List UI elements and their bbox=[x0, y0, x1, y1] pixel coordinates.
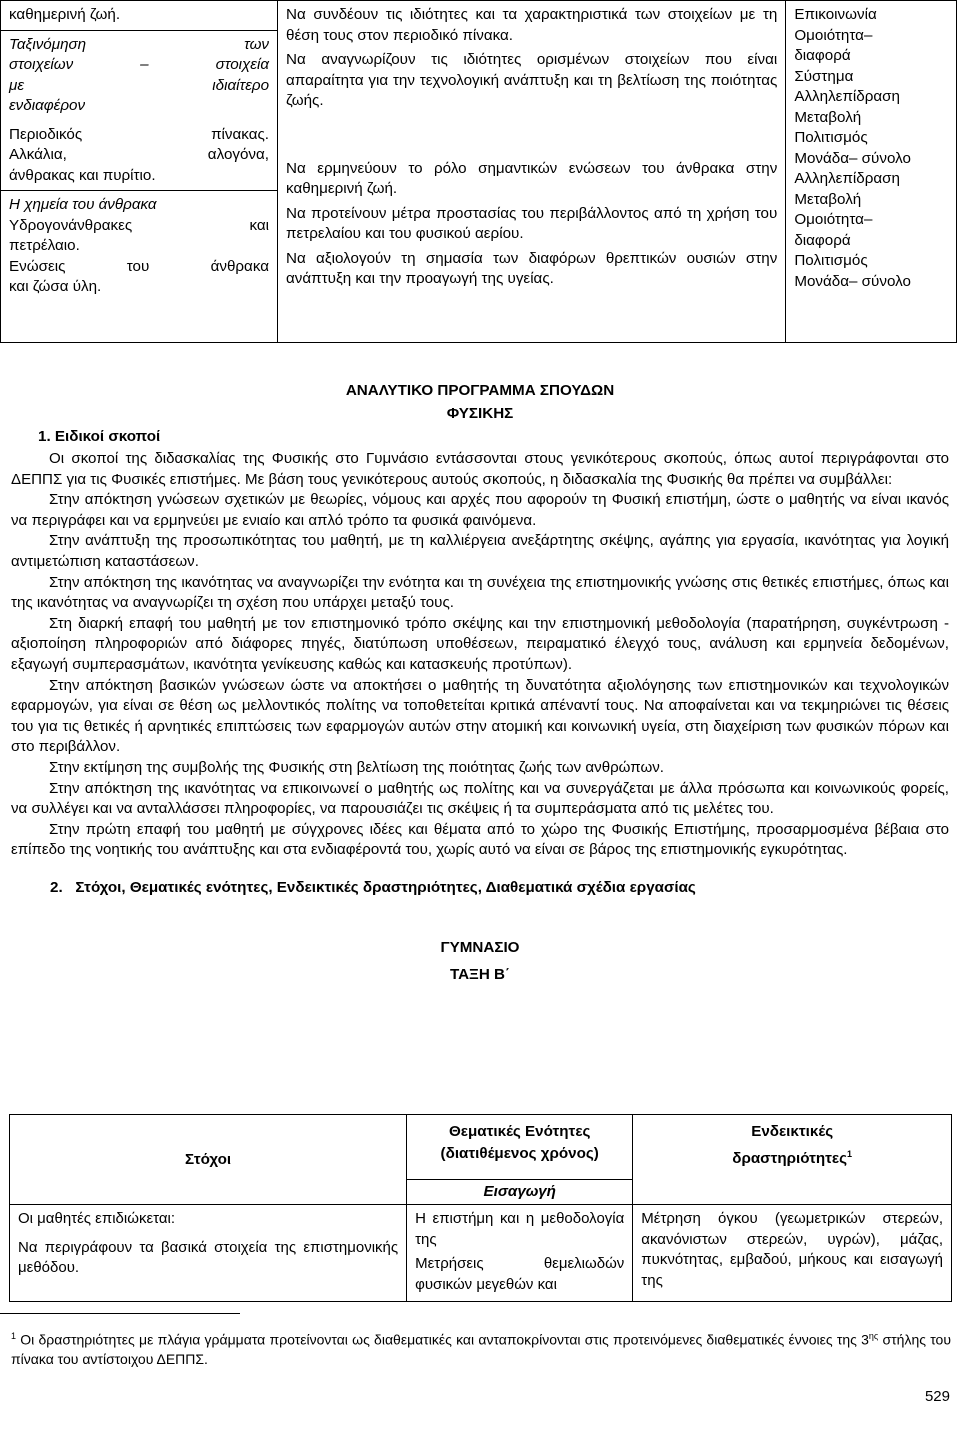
section-subtitle: ΦΥΣΙΚΗΣ bbox=[446, 405, 514, 422]
objective-item: Να ερμηνεύουν το ρόλο σημαντικών ενώσεων του άνθρακα στην καθημερινή ζωή. bbox=[286, 159, 778, 197]
paragraph: Στη διαρκή επαφή του μαθητή με τον επιστημονικό τρόπο σκέψης και την επιστημονική μεθοδολογία (παρατήρηση, συγκέντρωση - αξιοποίηση πληροφοριών από διάφορες πηγές, διατύπωση υποθέσεων, πειραματικό έλεγχό τους, ανάλυση και ερμηνεία δεδομένων, εξαγωγή συμπερασμάτων, ικανότητα γενίκευσης καθώς και κατασκευής προτύπων). bbox=[11, 614, 949, 673]
concepts-column bbox=[786, 1, 957, 343]
concept-item: διαφορά bbox=[794, 231, 851, 249]
footnote-ordinal: ης bbox=[868, 1331, 879, 1341]
header-activities-subtitle: δραστηριότητες$^1$ bbox=[732, 1149, 853, 1168]
footnote-text: Οι δραστηριότητες με πλάγια γράμματα προτείνονται ως διαθεματικές και ανταποκρίνονται στις προτεινόμενες διαθεματικές έννοιες της 3 bbox=[20, 1331, 869, 1348]
header-activities bbox=[633, 1115, 952, 1205]
header-goals: Στόχοι bbox=[10, 1115, 407, 1205]
unit-title-line: στοιχείων – στοιχεία bbox=[9, 56, 270, 73]
concept-item: Αλληλεπίδραση bbox=[794, 88, 900, 105]
paragraph: Στην ανάπτυξη της προσωπικότητας του μαθητή, με τη καλλιέργεια ανεξάρτητης σκέψης, αγάπης για εργασία, ικανότητας για λογική αντιμετώπιση καταστάσεων. bbox=[11, 532, 949, 570]
unit-title-line: Η χημεία του άνθρακα bbox=[9, 196, 157, 213]
header-units bbox=[407, 1115, 633, 1205]
footnote-text-end: στήλης του πίνακα του αντίστοιχου ΔΕΠΠΣ. bbox=[11, 1331, 951, 1367]
concept-item: Πολιτισμός bbox=[794, 252, 868, 269]
unit-line: Αλκάλια, αλογόνα, bbox=[9, 146, 270, 163]
concept-item: διαφορά bbox=[794, 47, 851, 64]
unit-title-line: ενδιαφέρον bbox=[9, 97, 86, 114]
objective-item: Να προτείνουν μέτρα προστασίας του περιβάλλοντος από τη χρήση του πετρελαίου και του φυσικού αερίου. bbox=[286, 204, 778, 242]
concept-item: Ομοιότητα– bbox=[794, 26, 873, 44]
footnote-ref: 1 bbox=[847, 1149, 853, 1159]
concept-item: Επικοινωνία bbox=[794, 6, 877, 23]
paragraph: Οι σκοποί της διδασκαλίας της Φυσικής στο Γυμνάσιο εντάσσονται στους γενικότερους σκοπούς, όπως αυτοί περιγράφονται στο ΔΕΠΠΣ για τις Φυσικές επιστήμες. Με βάση τους γενικότερους αυτούς σκοπούς, η διδασκαλία της Φυσικής θα πρέπει να συμβάλλει: bbox=[11, 450, 949, 488]
unit-group-carbon bbox=[1, 190, 277, 298]
concept-item: Μεταβολή bbox=[794, 190, 862, 208]
paragraph: Στην απόκτηση γνώσεων σχετικών με θεωρίες, νόμους και αρχές που αφορούν τη Φυσική επιστήμη, ώστε ο μαθητής να είναι ικανός να περιγράφει και να ερμηνεύει με ενιαίο και απλό τρόπο τα φυσικά φαινόμενα. bbox=[11, 491, 949, 529]
row-activities bbox=[633, 1205, 952, 1302]
concept-item: Σύστημα bbox=[794, 67, 854, 85]
grade-level: ΤΑΞΗ Β΄ bbox=[449, 965, 511, 983]
unit-line: Υδρογονάνθρακες και bbox=[9, 216, 270, 234]
unit-title-line: Ταξινόμηση των bbox=[9, 35, 270, 53]
header-units-time: (διατιθέμενος χρόνος) bbox=[440, 1145, 599, 1162]
heading-goals-units: 2. Στόχοι, Θεματικές ενότητες, Ενδεικτικές δραστηριότητες, Διαθεματικά σχέδια εργασίας bbox=[50, 878, 696, 896]
unit-item: Η επιστήμη και η μεθοδολογία της bbox=[415, 1210, 625, 1248]
units-column bbox=[1, 1, 278, 343]
unit-group-periodic bbox=[1, 30, 277, 187]
unit-item: Μετρήσεις θεμελιωδών φυσικών μεγεθών και bbox=[415, 1255, 625, 1293]
objectives-column bbox=[278, 1, 786, 343]
concept-item: Μεταβολή bbox=[794, 108, 862, 126]
concept-item: Αλληλεπίδραση bbox=[794, 170, 900, 187]
header-activities-title: Ενδεικτικές bbox=[751, 1123, 834, 1140]
header-units-title: Θεματικές Ενότητες bbox=[448, 1123, 591, 1140]
unit-line: πετρέλαιο. bbox=[9, 237, 80, 254]
paragraph: Στην πρώτη επαφή του μαθητή με σύγχρονες ιδέες και θέματα από το χώρο της Φυσικής Επιστήμης, προσαρμοσμένα βέβαια στο επίπεδο της νοητικής του ανάπτυξης και στα ενδιαφέροντά του, χωρίς αυτό να είναι σε βάρος της επιστημονικής εγκυρότητας. bbox=[11, 820, 949, 859]
paragraph: Στην απόκτηση της ικανότητας να επικοινωνεί ο μαθητής ως πολίτης και να συνεργάζεται με άλλα πρόσωπα και κοινωνικούς φορείς, να συλλέγει και να ανταλλάσσει πληροφορίες, να παρουσιάζει τις σκέψεις ή τα συμπεράσματα από τις μελέτες του. bbox=[11, 779, 949, 818]
row-goals bbox=[10, 1205, 407, 1302]
goals-intro: Οι μαθητές επιδιώκεται: bbox=[18, 1210, 176, 1227]
paragraph: Στην εκτίμηση της συμβολής της Φυσικής στη βελτίωση της ποιότητας ζωής των ανθρώπων. bbox=[49, 758, 664, 776]
section-title: ΑΝΑΛΥΤΙΚΟ ΠΡΟΓΡΑΜΜΑ ΣΠΟΥΔΩΝ bbox=[345, 382, 615, 399]
school-level: ΓΥΜΝΑΣΙΟ bbox=[440, 938, 520, 956]
unit-line: καθημερινή ζωή. bbox=[9, 6, 121, 23]
footnote-separator bbox=[0, 1313, 240, 1314]
goals-item: Να περιγράφουν τα βασικά στοιχεία της επιστημονικής μεθόδου. bbox=[18, 1238, 399, 1276]
heading-specific-aims: 1. Ειδικοί σκοποί bbox=[38, 428, 161, 445]
objective-item: Να αξιολογούν τη σημασία των διαφόρων θρεπτικών ουσιών στην ανάπτυξη και την προαγωγή της υγείας. bbox=[286, 249, 778, 287]
unit-title-line: με ιδιαίτερο bbox=[9, 76, 270, 94]
objective-item: Να συνδέουν τις ιδιότητες και τα χαρακτηριστικά των στοιχείων με τη θέση τους στον περιοδικό πίνακα. bbox=[286, 6, 778, 44]
concept-item: Μονάδα– σύνολο bbox=[794, 149, 911, 167]
unit-line: Ενώσεις του άνθρακα bbox=[9, 257, 270, 275]
concept-item: Ομοιότητα– bbox=[794, 211, 873, 228]
header-units-intro: Εισαγωγή bbox=[407, 1179, 632, 1204]
unit-line: Περιοδικός πίνακας. bbox=[9, 125, 270, 143]
footnote-marker: 1 bbox=[11, 1331, 17, 1341]
objective-item: Να αναγνωρίζουν τις ιδιότητες ορισμένων στοιχείων που είναι απαραίτητα για την τεχνολογική ανάπτυξη και τη βελτίωση της ποιότητας ζωής. bbox=[286, 51, 778, 109]
unit-line: άνθρακας και πυρίτιο. bbox=[9, 166, 156, 184]
concept-item: Μονάδα– σύνολο bbox=[794, 272, 911, 290]
footnote bbox=[11, 1327, 951, 1369]
row-units bbox=[407, 1205, 633, 1302]
page-number: 529 bbox=[924, 1388, 950, 1405]
curriculum-table-physics bbox=[9, 1114, 952, 1302]
paragraph: Στην απόκτηση της ικανότητας να αναγνωρίζει την ενότητα και τη συνέχεια της επιστημονικής γνώσης στις θετικές επιστήμες, όπως και της ικανότητας να αναγνωρίζει τη σχέση που υπάρχει μεταξύ τους. bbox=[11, 573, 949, 612]
curriculum-table-chemistry bbox=[0, 0, 957, 343]
concept-item: Πολιτισμός bbox=[794, 129, 868, 146]
physics-curriculum-section bbox=[11, 382, 949, 983]
activity-item: Μέτρηση όγκου (γεωμετρικών στερεών, ακανόνιστων στερεών, υγρών), μάζας, πυκνότητας, εμβαδού, μήκους και εισαγωγή της bbox=[641, 1210, 943, 1289]
unit-line: και ζώσα ύλη. bbox=[9, 278, 102, 295]
paragraph: Στην απόκτηση βασικών γνώσεων ώστε να αποκτήσει ο μαθητής τη δυνατότητα αξιολόγησης των επιστημονικών και τεχνολογικών εφαρμογών, για είναι σε θέση ως μελλοντικός πολίτης να τοποθετείται κριτικά απέναντί τους. Να αποφαίνεται και να τεκμηριώνει τις θέσεις του για τις θετικές ή αρνητικές επιπτώσεις των εφαρμογών αυτών στην ατομική και κοινωνική υγεία, στη διαχείριση των φυσικών πόρων και στο περιβάλλον. bbox=[11, 676, 949, 756]
